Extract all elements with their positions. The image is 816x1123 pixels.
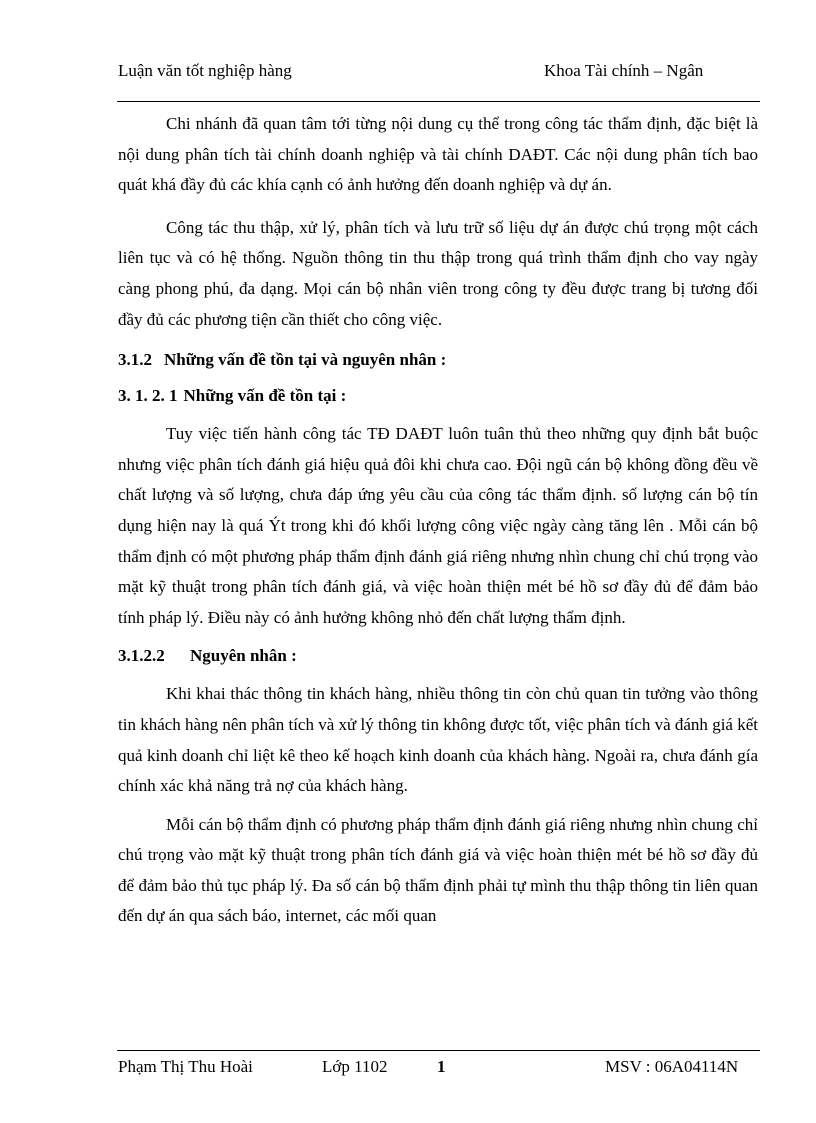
subsection-number: 3.1.2.2 bbox=[118, 646, 165, 666]
footer-divider bbox=[117, 1050, 760, 1051]
paragraph: Tuy việc tiến hành công tác TĐ DAĐT luôn tuân thủ theo những quy định bắt buộc nhưng việc phân tích đánh giá hiệu quả đôi khi chưa cao. Đội ngũ cán bộ không đồng đều về chất lượng và số lượng, chưa đáp ứng yêu cầu của công tác thẩm định. số lượng cán bộ tín dụng hiện nay là quá Ýt trong khi đó khối lượng công việc ngày càng tăng lên . Mỗi cán bộ thẩm định có một phương pháp thẩm định đánh giá riêng nhưng nhìn chung chỉ chú trọng vào mặt kỹ thuật trong phân tích đánh giá, và việc hoàn thiện mét bé hồ sơ đầy đủ để đảm bảo tính pháp lý. Điều này có ảnh hưởng không nhỏ đến chất lượng thẩm định. bbox=[118, 424, 758, 627]
paragraph: Khi khai thác thông tin khách hàng, nhiều thông tin còn chủ quan tin tưởng vào thông tin khách hàng nên phân tích và xử lý thông tin không được tốt, việc phân tích và đánh giá kết quả kinh doanh chỉ liệt kê theo kế hoạch kinh doanh của khách hàng. Ngoài ra, chưa đánh gía chính xác khả năng trả nợ của khách hàng. bbox=[118, 684, 758, 796]
paragraph: Mỗi cán bộ thẩm định có phương pháp thẩm định đánh giá riêng nhưng nhìn chung chỉ chú trọng vào mặt kỹ thuật trong phân tích đánh giá và việc hoàn thiện mét bé hồ sơ đầy đủ để đảm bảo thủ tục pháp lý. Đa số cán bộ thẩm định phải tự mình thu thập thông tin liên quan đến dự án qua sách báo, internet, các mối quan bbox=[118, 814, 758, 926]
subsection-heading bbox=[118, 641, 758, 671]
footer-class: Lớp 1102 bbox=[322, 1057, 388, 1076]
subsection-title: Nguyên nhân : bbox=[190, 646, 297, 666]
paragraph: Công tác thu thập, xử lý, phân tích và lưu trữ số liệu dự án được chú trọng một cách liên tục và có hệ thống. Nguồn thông tin thu thập trong quá trình thẩm định cho vay ngày càng phong phú, đa dạng. Mọi cán bộ nhân viên trong công ty đều được trang bị tương đối đầy đủ các phương tiện cần thiết cho công việc. bbox=[118, 217, 758, 329]
footer-student-id: MSV : 06A04114N bbox=[605, 1057, 739, 1076]
section-title: Những vấn đề tồn tại và nguyên nhân : bbox=[164, 350, 447, 370]
subsection-heading bbox=[118, 381, 758, 411]
subsection-number: 3. 1. 2. 1 bbox=[118, 386, 178, 406]
document-body bbox=[118, 109, 758, 932]
paragraph: Chi nhánh đã quan tâm tới từng nội dung cụ thể trong công tác thẩm định, đặc biệt là nội dung phân tích tài chính doanh nghiệp và tài chính DAĐT. Các nội dung phân tích bao quát khá đầy đủ các khía cạnh có ảnh hưởng đến doanh nghiệp và dự án. bbox=[118, 114, 758, 195]
section-number: 3.1.2 bbox=[118, 350, 152, 370]
footer-author: Phạm Thị Thu Hoài bbox=[118, 1057, 253, 1076]
header-divider bbox=[117, 101, 760, 102]
subsection-title: Những vấn đề tồn tại : bbox=[183, 386, 347, 406]
section-heading bbox=[118, 345, 758, 375]
header-left-title: Luận văn tốt nghiệp hàng bbox=[118, 61, 292, 80]
header-right-title: Khoa Tài chính – Ngân bbox=[544, 61, 704, 80]
page-number: 1 bbox=[437, 1057, 446, 1076]
